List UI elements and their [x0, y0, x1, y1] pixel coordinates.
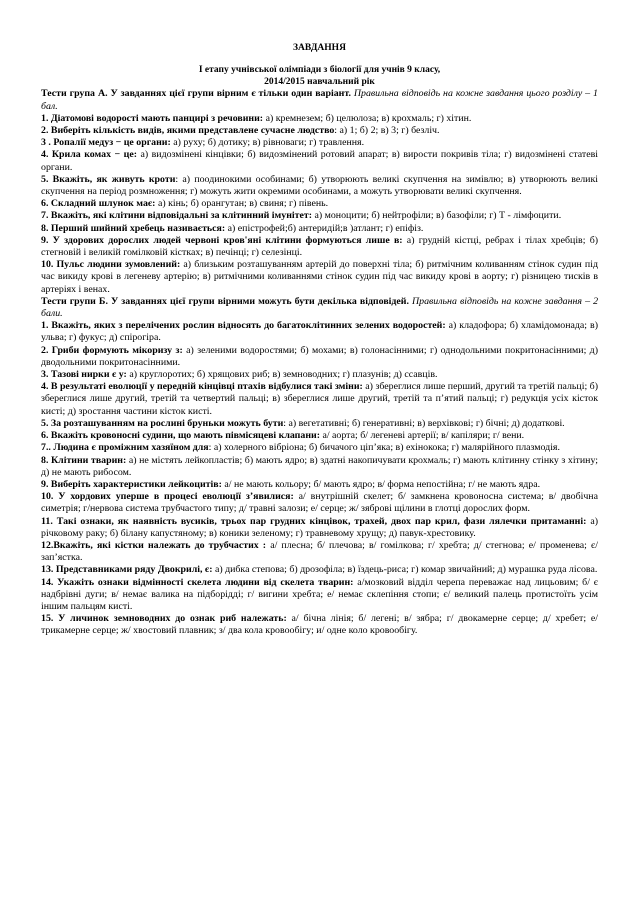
answer-options: а/ не мають кольору; б/ мають ядро; в/ форма непостійна; г/ не мають ядра. [221, 478, 541, 490]
question-text: 3 . Ропалії медуз − це органи: [41, 137, 171, 149]
question-text: 5. За розташуванням на рослині бруньки можуть бути [41, 417, 284, 429]
answer-options: а/ аорта; б/ легеневі артерії; в/ капіляри; г/ вени. [319, 430, 525, 442]
section-b-heading [41, 296, 598, 320]
question-item [41, 564, 598, 576]
question-text: 7. Вкажіть, які клітини відповідальні за клітинний імунітет: [41, 210, 313, 222]
question-text: 6. Вкажіть кровоносні судини, що мають півмісяцеві клапани: [41, 430, 320, 442]
question-item [41, 369, 598, 381]
answer-options: а) моноцити; б) нейтрофіли; в) базофіли; г) Т - лімфоцити. [312, 210, 562, 222]
question-text: 5. Вкажіть, як живуть кроти [41, 173, 176, 185]
question-item [41, 491, 598, 515]
question-text: 7.. Людина є проміжним хазяїном для [41, 442, 209, 454]
question-text: 13. Представниками ряду Двокрилі, є: [41, 564, 213, 576]
question-text: 1. Діатомові водорості мають панцирі з речовини: [41, 112, 264, 124]
question-item [41, 516, 598, 540]
question-item [41, 418, 598, 430]
question-text: 9. Виберіть характеристики лейкоцитів: [41, 478, 222, 490]
answer-options: а/ плесна; б/ плечова; в/ гомілкова; г/ хребта; д/ стегнова; е/ променева; є/ зап’ястка. [41, 539, 598, 564]
answer-options: а) епістрофей;б) антеридій;в )атлант; г) епіфіз. [225, 222, 424, 234]
question-item [41, 125, 598, 137]
question-item [41, 381, 598, 418]
question-item [41, 198, 598, 210]
question-text: 4. В результаті еволюції у передній кінцівці птахів відбулися такі зміни: [41, 381, 363, 393]
question-text: 10. Пульс людини зумовлений: [41, 259, 181, 271]
question-text: 8. Клітини тварин: [41, 454, 127, 466]
answer-options: а) збереглися лише перший, другий та третій пальці; б) збереглися лише другий, третій та четвертий пальці; в) збереглися лише другий, третій та п’ятий пальці; г) редукція усіх кісток кисті; д) зростання частини кісток кисті. [41, 381, 598, 417]
question-text: 6. Складний шлунок має: [41, 198, 156, 210]
document-subtitle-line1: І етапу учнівської олімпіади з біології для учнів 9 класу, [198, 65, 441, 75]
question-item [41, 320, 598, 344]
answer-options: а) річковому раку; б) білану капустяному; в) коники зеленому; г) травневому хрущу; д) павук-хрестовику. [41, 515, 598, 539]
question-text: 9. У здорових дорослих людей червоні кров'яні клітини формуються лише в: [41, 234, 403, 246]
question-text: 3. Тазові нирки є у: [41, 369, 127, 381]
answer-options: : а) вегетативні; б) генеративні; в) верхівкові; г) бічні; д) додаткові. [283, 417, 565, 429]
question-text: 8. Перший шийний хребець називається: [41, 222, 226, 234]
question-item [41, 540, 598, 564]
question-text: 10. У хордових уперше в процесі еволюції з’явилися: [41, 491, 294, 503]
question-text: 1. Вкажіть, яких з перелічених рослин відносять до багатоклітинних зелених водоростей: [41, 320, 446, 332]
question-item [41, 223, 598, 235]
answer-options: : а) 1; б) 2; в) 3; г) безліч. [334, 125, 440, 137]
answer-options: а) грудній кістці, ребрах і тілах хребців; б) стегновій і великій гомілковій кістках; в) печінці; г) селезінці. [41, 234, 599, 259]
question-item [41, 430, 598, 442]
answer-options: а) дибка степова; б) дрозофіла; в) їздець-риса; г) комар звичайний; д) мурашка руда лісова. [212, 564, 598, 576]
question-item [41, 149, 598, 173]
question-text: 15. У личинок земноводних до ознак риб належать: [41, 613, 287, 625]
document-subtitle-line2: 2014/2015 навчальний рік [264, 77, 375, 88]
document-title: ЗАВДАННЯ [293, 43, 346, 53]
question-item [41, 479, 598, 491]
section-b-questions [41, 320, 598, 637]
section-a-heading [41, 88, 598, 112]
question-item [41, 345, 598, 369]
answer-options: а) не містять лейкопластів; б) мають ядро; в) здатні накопичувати крохмаль; г) мають клітинну стінку з хітину; д) не мають рибосом. [41, 454, 598, 478]
question-item [41, 613, 598, 637]
answer-options: а/ внутрішній скелет; б/ замкнена кровоносна система; в/ двобічна симетрія; г/нервова система трубчастого типу; д/ травні залози; е/ серце; ж/ зяброві щілини в глотці дорослих форм. [41, 491, 598, 515]
answer-options: а/ бічна лінія; б/ легені; в/ зябра; г/ двокамерне серце; д/ хребет; е/ трикамерне серце; ж/ хвостовий плавник; з/ два кола кровообігу; и/ одне коло кровообігу. [41, 613, 598, 637]
question-item [41, 137, 598, 149]
section-a-note: Правильна відповідь на кожне завдання цього розділу – 1 бал. [41, 88, 598, 112]
answer-options: : а) холерного вібріона; б) бичачого ціп’яка; в) ехінокока; г) малярійного плазмодія. [208, 442, 560, 454]
question-text: 12.Вкажіть, які кістки належать до трубчастих : [41, 539, 267, 551]
section-b-note: Правильна відповідь на кожне завдання – 2 бали. [41, 295, 599, 320]
question-text: 4. Крила комах − це: [41, 149, 137, 161]
answer-options: а) кремнезем; б) целюлоза; в) крохмаль; г) хітин. [263, 112, 472, 124]
question-item [41, 210, 598, 222]
section-a-questions [41, 113, 598, 296]
answer-options: а) близьким розташуванням артерій до поверхні тіла; б) ритмічним коливанням стінок судин під час викиду крові в легеневу артерію; в) ритмічними коливаннями стінок судин під час викиду крові в аорту; г) різницею тисків в артеріях і венах. [41, 259, 598, 295]
section-a-heading-text: Тести група А. У завданнях цієї групи вірним є тільки один варіант. [41, 88, 351, 100]
question-item [41, 174, 598, 198]
question-item [41, 455, 598, 479]
section-b-heading-text: Тести групи Б. У завданнях цієї групи вірними можуть бути декілька відповідей. [41, 295, 409, 307]
answer-options: а) круглоротих; б) хрящових риб; в) земноводних; г) плазунів; д) ссавців. [126, 369, 438, 381]
question-text: 11. Такі ознаки, як наявність вусиків, трьох пар грудних кінцівок, трахей, двох пар крил, фази лялечки притаманні: [41, 515, 587, 527]
question-item [41, 259, 598, 296]
answer-options: а/мозковий відділ черепа переважає над лицьовим; б/ є надбрівні дуги; в/ немає валика на підборідді; г/ вигини хребта; е/ немає склепіння стопи; є/ великий палець протистоїть усім іншим пальцям кисті. [41, 576, 598, 612]
question-item [41, 235, 598, 259]
question-item [41, 442, 598, 454]
answer-options: а) видозмінені кінцівки; б) видозмінений ротовий апарат; в) вирости покривів тіла; г) видозмінені статеві органи. [41, 149, 598, 173]
question-item [41, 113, 598, 125]
answer-options: а) кладофора; б) хламідомонада; в) ульва; г) фукус; д) спірогіра. [41, 320, 598, 344]
answer-options: а) руху; б) дотику; в) рівноваги; г) травлення. [170, 137, 365, 149]
question-text: 14. Укажіть ознаки відмінності скелета людини від скелета тварин: [41, 576, 354, 588]
answer-options: а) зеленими водоростями; б) мохами; в) голонасінними; г) однодольними покритонасінними; д) дводольними покритонасінними. [41, 344, 598, 368]
question-text: 2. Гриби формують мікоризу з: [41, 344, 183, 356]
question-item [41, 577, 598, 614]
question-text: 2. Виберіть кількість видів, якими представлене сучасне людство [41, 125, 335, 137]
answer-options: : а) поодинокими особинами; б) утворюють великі скупчення на зимівлю; в) утворюють великі скупчення на період розмноження; г) можуть жити окремими особинами, а можуть утворювати великі скупчення. [41, 173, 598, 198]
answer-options: а) кінь; б) орангутан; в) свиня; г) півень. [155, 198, 329, 210]
